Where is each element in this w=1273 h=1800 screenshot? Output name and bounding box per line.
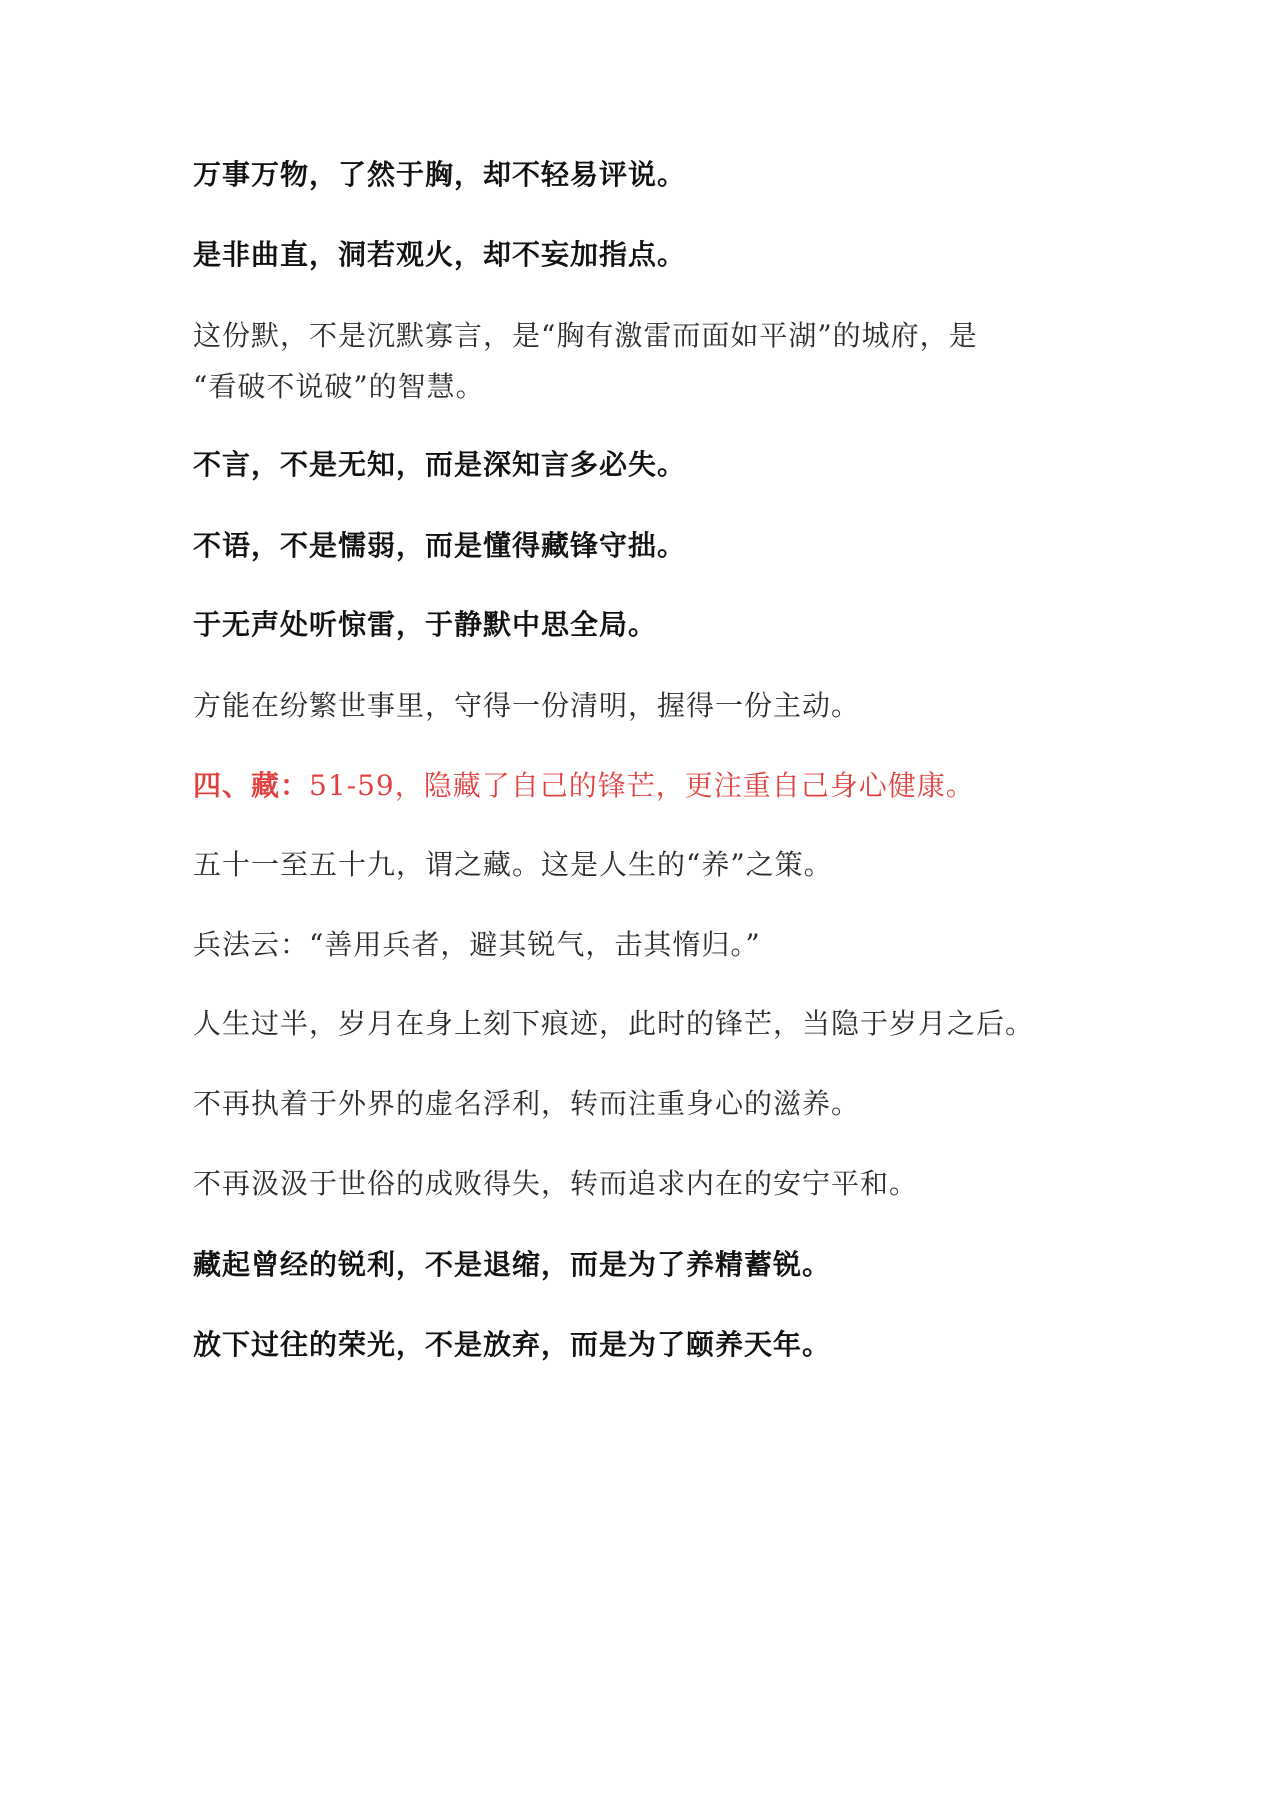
section-heading-label: 四、藏： [193,769,310,802]
paragraph-5: 不语，不是懦弱，而是懂得藏锋守拙。 [193,529,687,562]
paragraph-6: 于无声处听惊雷，于静默中思全局。 [193,608,658,641]
paragraph-4: 不言，不是无知，而是深知言多必失。 [193,448,687,481]
paragraph-10: 人生过半，岁月在身上刻下痕迹，此时的锋芒，当隐于岁月之后。 [193,1007,1035,1040]
paragraph-3-line-2: “看破不说破”的智慧。 [193,370,485,403]
paragraph-11: 不再执着于外界的虚名浮利，转而注重身心的滋养。 [193,1087,861,1120]
paragraph-2: 是非曲直，洞若观火，却不妄加指点。 [193,238,687,271]
paragraph-8: 五十一至五十九，谓之藏。这是人生的“养”之策。 [193,848,833,881]
paragraph-12: 不再汲汲于世俗的成败得失，转而追求内在的安宁平和。 [193,1167,919,1200]
section-heading-text: 51-59，隐藏了自己的锋芒，更注重自己身心健康。 [309,769,975,802]
section-heading [193,757,1093,815]
paragraph-3-line-1: 这份默，不是沉默寡言，是“胸有激雷而面如平湖”的城府，是 [193,319,978,352]
paragraph-13: 藏起曾经的锐利，不是退缩，而是为了养精蓄锐。 [193,1248,832,1281]
paragraph-9: 兵法云：“善用兵者，避其锐气，击其惰归。” [193,928,761,961]
paragraph-7: 方能在纷繁世事里，守得一份清明，握得一份主动。 [193,689,861,722]
paragraph-1: 万事万物，了然于胸，却不轻易评说。 [193,158,687,191]
paragraph-14: 放下过往的荣光，不是放弃，而是为了颐养天年。 [193,1328,832,1361]
